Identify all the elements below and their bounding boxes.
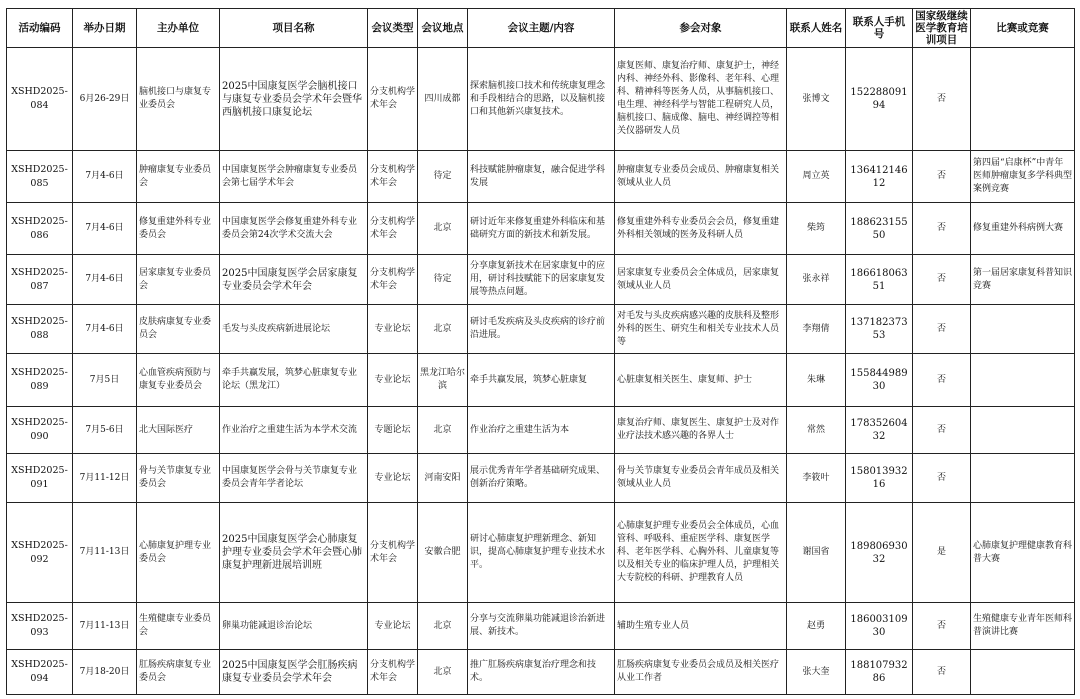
cell-contact: 李筱叶 bbox=[787, 454, 846, 503]
cell-audience: 对毛发与头皮疾病感兴趣的皮肤科及整形外科的医生、研究生和相关专业技术人员等 bbox=[615, 305, 787, 354]
cell-location: 北京 bbox=[418, 650, 468, 695]
cell-project: 中国康复医学会肿瘤康复专业委员会第七届学术年会 bbox=[220, 151, 368, 203]
cell-phone: 18810793286 bbox=[846, 650, 913, 695]
cell-location: 北京 bbox=[418, 407, 468, 454]
table-row bbox=[7, 603, 1075, 650]
cell-audience: 居家康复专业委员会全体成员，居家康复领域从业人员 bbox=[615, 255, 787, 305]
cell-location: 黑龙江哈尔滨 bbox=[418, 354, 468, 407]
table-row bbox=[7, 407, 1075, 454]
cell-contest: 第四届“启康杯”中青年医师肿瘤康复多学科典型案例竞赛 bbox=[971, 151, 1075, 203]
cell-phone: 18600310930 bbox=[846, 603, 913, 650]
cell-code: XSHD2025-085 bbox=[7, 151, 73, 203]
cell-organizer: 肛肠疾病康复专业委员会 bbox=[137, 650, 220, 695]
cell-theme: 探索脑机接口技术和传统康复理念和手段相结合的思路，以及脑机接口和其他新兴康复技术。 bbox=[468, 48, 615, 151]
cell-organizer: 脑机接口与康复专业委员会 bbox=[137, 48, 220, 151]
cell-audience: 心脏康复相关医生、康复师、护士 bbox=[615, 354, 787, 407]
cell-theme: 牵手共赢发展，筑梦心脏康复 bbox=[468, 354, 615, 407]
table-row bbox=[7, 354, 1075, 407]
table-row bbox=[7, 203, 1075, 255]
cell-audience: 康复医师、康复治疗师、康复护士，神经内科、神经外科、影像科、老年科、心理科、精神科等医务人员，从事脑机接口、电生理、神经科学与智能工程研究人员，脑机接口、脑成像、脑电、神经调控等相关仪器研发人员 bbox=[615, 48, 787, 151]
cell-contact: 朱琳 bbox=[787, 354, 846, 407]
cell-audience: 康复治疗师、康复医生、康复护士及对作业疗法技术感兴趣的各界人士 bbox=[615, 407, 787, 454]
cell-audience: 心肺康复护理专业委员会全体成员，心血管科、呼吸科、重症医学科、康复医学科、老年医学科、心胸外科、儿童康复等以及相关专业的临床护理人员，护理相关大专院校的科研、护理教育人员 bbox=[615, 503, 787, 603]
cell-audience: 肿瘤康复专业委员会成员、肿瘤康复相关领域从业人员 bbox=[615, 151, 787, 203]
cell-organizer: 生殖健康专业委员会 bbox=[137, 603, 220, 650]
cell-date: 7月11-13日 bbox=[73, 603, 137, 650]
cell-date: 7月5日 bbox=[73, 354, 137, 407]
table-body bbox=[7, 48, 1075, 695]
cell-code: XSHD2025-086 bbox=[7, 203, 73, 255]
cell-project: 2025中国康复医学会脑机接口与康复专业委员会学术年会暨华西脑机接口康复论坛 bbox=[220, 48, 368, 151]
cell-contact: 赵勇 bbox=[787, 603, 846, 650]
header-code: 活动编码 bbox=[7, 9, 73, 48]
cell-project: 中国康复医学会骨与关节康复专业委员会青年学者论坛 bbox=[220, 454, 368, 503]
cell-location: 待定 bbox=[418, 255, 468, 305]
cell-code: XSHD2025-094 bbox=[7, 650, 73, 695]
table-row bbox=[7, 48, 1075, 151]
cell-contest bbox=[971, 407, 1075, 454]
cell-contest bbox=[971, 305, 1075, 354]
activity-table bbox=[6, 8, 1075, 695]
cell-code: XSHD2025-093 bbox=[7, 603, 73, 650]
cell-project: 2025中国康复医学会心肺康复护理专业委员会学术年会暨心肺康复护理新进展培训班 bbox=[220, 503, 368, 603]
cell-code: XSHD2025-088 bbox=[7, 305, 73, 354]
cell-theme: 分享与交流卵巢功能减退诊治新进展、新技术。 bbox=[468, 603, 615, 650]
cell-organizer: 骨与关节康复专业委员会 bbox=[137, 454, 220, 503]
cell-contact: 常然 bbox=[787, 407, 846, 454]
cell-organizer: 心血管疾病预防与康复专业委员会 bbox=[137, 354, 220, 407]
cell-phone: 18980693032 bbox=[846, 503, 913, 603]
cell-national: 否 bbox=[913, 407, 971, 454]
cell-theme: 作业治疗之重建生活为本 bbox=[468, 407, 615, 454]
cell-type: 分支机构学术年会 bbox=[368, 255, 418, 305]
cell-date: 7月4-6日 bbox=[73, 203, 137, 255]
cell-phone: 15584498930 bbox=[846, 354, 913, 407]
header-phone: 联系人手机号 bbox=[846, 9, 913, 48]
table-row bbox=[7, 454, 1075, 503]
cell-phone: 13641214612 bbox=[846, 151, 913, 203]
cell-date: 6月26-29日 bbox=[73, 48, 137, 151]
cell-contest: 第一届居家康复科普知识竞赛 bbox=[971, 255, 1075, 305]
cell-national: 否 bbox=[913, 48, 971, 151]
cell-organizer: 北大国际医疗 bbox=[137, 407, 220, 454]
cell-contact: 张博文 bbox=[787, 48, 846, 151]
cell-phone: 15228809194 bbox=[846, 48, 913, 151]
cell-audience: 肛肠疾病康复专业委员会成员及相关医疗从业工作者 bbox=[615, 650, 787, 695]
cell-type: 专业论坛 bbox=[368, 305, 418, 354]
activity-table-container bbox=[6, 8, 1075, 695]
cell-theme: 研讨心肺康复护理新理念、新知识，提高心肺康复护理专业技术水平。 bbox=[468, 503, 615, 603]
cell-location: 北京 bbox=[418, 603, 468, 650]
cell-national: 否 bbox=[913, 305, 971, 354]
cell-organizer: 居家康复专业委员会 bbox=[137, 255, 220, 305]
cell-type: 分支机构学术年会 bbox=[368, 151, 418, 203]
cell-theme: 研讨毛发疾病及头皮疾病的诊疗前沿进展。 bbox=[468, 305, 615, 354]
cell-theme: 推广肛肠疾病康复治疗理念和技术。 bbox=[468, 650, 615, 695]
cell-location: 四川成都 bbox=[418, 48, 468, 151]
cell-date: 7月11-13日 bbox=[73, 503, 137, 603]
cell-date: 7月4-6日 bbox=[73, 255, 137, 305]
cell-date: 7月11-12日 bbox=[73, 454, 137, 503]
cell-audience: 修复重建外科专业委员会会员，修复重建外科相关领域的医务及科研人员 bbox=[615, 203, 787, 255]
header-project: 项目名称 bbox=[220, 9, 368, 48]
cell-national: 否 bbox=[913, 354, 971, 407]
cell-code: XSHD2025-087 bbox=[7, 255, 73, 305]
cell-date: 7月5-6日 bbox=[73, 407, 137, 454]
cell-national: 否 bbox=[913, 151, 971, 203]
cell-code: XSHD2025-084 bbox=[7, 48, 73, 151]
header-theme: 会议主题/内容 bbox=[468, 9, 615, 48]
header-type: 会议类型 bbox=[368, 9, 418, 48]
cell-national: 否 bbox=[913, 650, 971, 695]
table-row bbox=[7, 255, 1075, 305]
header-row bbox=[7, 9, 1075, 48]
cell-contest bbox=[971, 454, 1075, 503]
cell-contest bbox=[971, 354, 1075, 407]
cell-project: 2025中国康复医学会肛肠疾病康复专业委员会学术年会 bbox=[220, 650, 368, 695]
cell-type: 分支机构学术年会 bbox=[368, 203, 418, 255]
cell-project: 中国康复医学会修复重建外科专业委员会第24次学术交流大会 bbox=[220, 203, 368, 255]
cell-phone: 18661806351 bbox=[846, 255, 913, 305]
cell-national: 否 bbox=[913, 603, 971, 650]
header-national: 国家级继续医学教育培训项目 bbox=[913, 9, 971, 48]
cell-organizer: 皮肤病康复专业委员会 bbox=[137, 305, 220, 354]
cell-phone: 15801393216 bbox=[846, 454, 913, 503]
cell-location: 北京 bbox=[418, 203, 468, 255]
cell-project: 卵巢功能减退诊治论坛 bbox=[220, 603, 368, 650]
cell-code: XSHD2025-089 bbox=[7, 354, 73, 407]
cell-theme: 展示优秀青年学者基础研究成果、创新治疗策略。 bbox=[468, 454, 615, 503]
header-date: 举办日期 bbox=[73, 9, 137, 48]
cell-theme: 研讨近年来修复重建外科临床和基础研究方面的新技术和新发展。 bbox=[468, 203, 615, 255]
cell-location: 河南安阳 bbox=[418, 454, 468, 503]
cell-organizer: 修复重建外科专业委员会 bbox=[137, 203, 220, 255]
header-organizer: 主办单位 bbox=[137, 9, 220, 48]
table-row bbox=[7, 151, 1075, 203]
cell-type: 分支机构学术年会 bbox=[368, 503, 418, 603]
cell-location: 安徽合肥 bbox=[418, 503, 468, 603]
header-contact: 联系人姓名 bbox=[787, 9, 846, 48]
cell-contact: 张永祥 bbox=[787, 255, 846, 305]
cell-national: 否 bbox=[913, 255, 971, 305]
cell-audience: 骨与关节康复专业委员会青年成员及相关领域从业人员 bbox=[615, 454, 787, 503]
cell-national: 否 bbox=[913, 454, 971, 503]
cell-contest: 生殖健康专业青年医师科普演讲比赛 bbox=[971, 603, 1075, 650]
cell-contact: 张大奎 bbox=[787, 650, 846, 695]
cell-location: 待定 bbox=[418, 151, 468, 203]
cell-project: 牵手共赢发展，筑梦心脏康复专业论坛（黑龙江） bbox=[220, 354, 368, 407]
cell-code: XSHD2025-090 bbox=[7, 407, 73, 454]
cell-location: 北京 bbox=[418, 305, 468, 354]
cell-contest: 修复重建外科病例大赛 bbox=[971, 203, 1075, 255]
cell-type: 专业论坛 bbox=[368, 603, 418, 650]
header-location: 会议地点 bbox=[418, 9, 468, 48]
cell-contest bbox=[971, 48, 1075, 151]
cell-type: 专业论坛 bbox=[368, 354, 418, 407]
cell-audience: 辅助生殖专业人员 bbox=[615, 603, 787, 650]
cell-date: 7月18-20日 bbox=[73, 650, 137, 695]
cell-theme: 分享康复新技术在居家康复中的应用，研讨科技赋能下的居家康复发展等热点问题。 bbox=[468, 255, 615, 305]
cell-organizer: 心肺康复护理专业委员会 bbox=[137, 503, 220, 603]
cell-contact: 柴筠 bbox=[787, 203, 846, 255]
cell-theme: 科技赋能肿瘤康复，融合促进学科发展 bbox=[468, 151, 615, 203]
cell-phone: 13718237353 bbox=[846, 305, 913, 354]
header-contest: 比赛或竞赛 bbox=[971, 9, 1075, 48]
cell-organizer: 肿瘤康复专业委员会 bbox=[137, 151, 220, 203]
cell-project: 2025中国康复医学会居家康复专业委员会学术年会 bbox=[220, 255, 368, 305]
cell-date: 7月4-6日 bbox=[73, 305, 137, 354]
cell-type: 专业论坛 bbox=[368, 454, 418, 503]
cell-type: 分支机构学术年会 bbox=[368, 650, 418, 695]
cell-code: XSHD2025-092 bbox=[7, 503, 73, 603]
cell-project: 作业治疗之重建生活为本学术交流 bbox=[220, 407, 368, 454]
cell-national: 是 bbox=[913, 503, 971, 603]
cell-contest: 心肺康复护理健康教育科普大赛 bbox=[971, 503, 1075, 603]
cell-type: 分支机构学术年会 bbox=[368, 48, 418, 151]
table-row bbox=[7, 503, 1075, 603]
table-row bbox=[7, 650, 1075, 695]
cell-date: 7月4-6日 bbox=[73, 151, 137, 203]
cell-type: 专题论坛 bbox=[368, 407, 418, 454]
cell-phone: 18862315550 bbox=[846, 203, 913, 255]
cell-national: 否 bbox=[913, 203, 971, 255]
cell-project: 毛发与头皮疾病新进展论坛 bbox=[220, 305, 368, 354]
cell-code: XSHD2025-091 bbox=[7, 454, 73, 503]
cell-contact: 周立英 bbox=[787, 151, 846, 203]
cell-contest bbox=[971, 650, 1075, 695]
cell-contact: 李翔倩 bbox=[787, 305, 846, 354]
table-row bbox=[7, 305, 1075, 354]
header-audience: 参会对象 bbox=[615, 9, 787, 48]
cell-contact: 谢国省 bbox=[787, 503, 846, 603]
cell-phone: 17835260432 bbox=[846, 407, 913, 454]
